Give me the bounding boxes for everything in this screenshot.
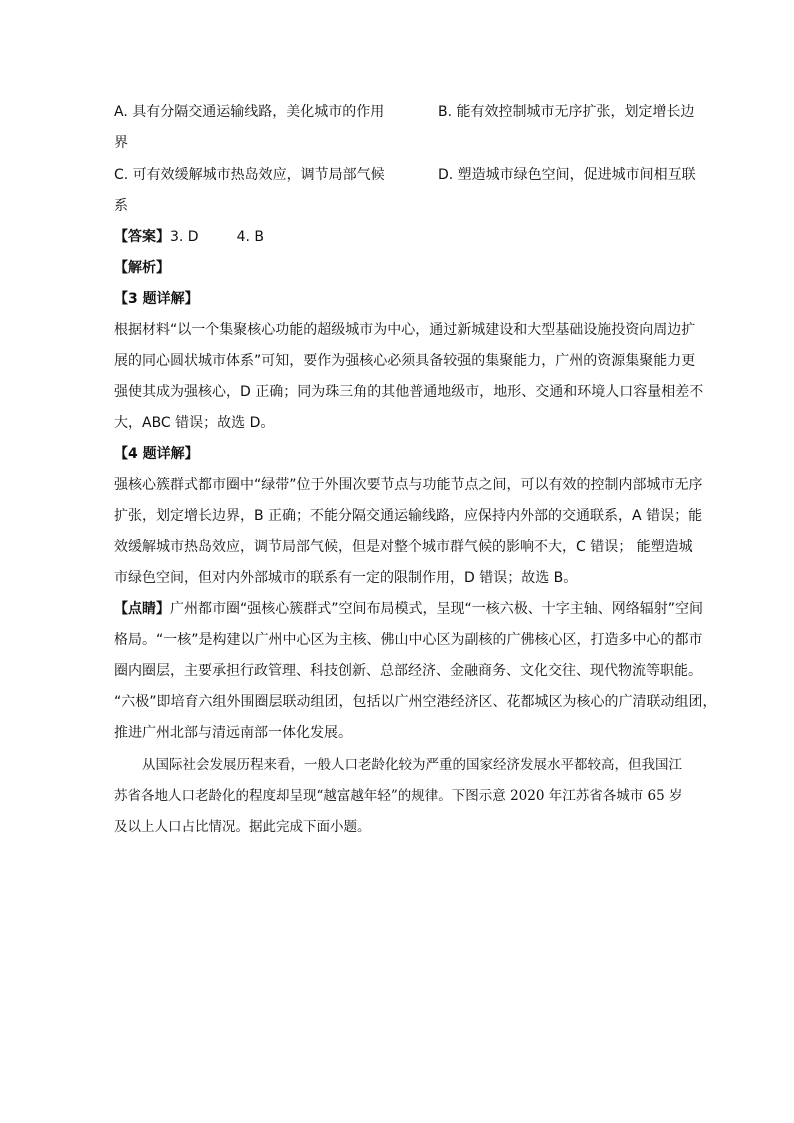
q4-detail-line: 市绿色空间，但对内外部城市的联系有一定的限制作用，D 错误；故选 B。 — [114, 570, 578, 586]
q3-detail-line: 根据材料“以一个集聚核心功能的超级城市为中心，通过新城建设和大型基础设施投资向周边扩 — [114, 322, 696, 338]
option-b-line2: 界 — [114, 135, 128, 151]
answer-label: 【答案】 — [114, 229, 170, 245]
comment-line: 推进广州北部与清远南部一体化发展。 — [114, 725, 352, 741]
option-d-line1: D. 塑造城市绿色空间，促进城市间相互联 — [438, 167, 696, 183]
answer-q3: 3. D — [170, 229, 199, 245]
q4-detail-line: 扩张，划定增长边界，B 正确；不能分隔交通运输线路，应保持内外部的交通联系，A 错误；能 — [114, 508, 703, 524]
q3-detail-line: 强使其成为强核心，D 正确；同为珠三角的其他普通地级市，地形、交通和环境人口容量相差不 — [114, 384, 704, 400]
q3-detail-line: 大，ABC 错误；故选 D。 — [114, 415, 275, 431]
comment-line: 格局。“一核”是构建以广州中心区为主核、佛山中心区为副核的广佛核心区，打造多中心的都市 — [114, 632, 703, 648]
q4-detail-line: 强核心簇群式都市圈中“绿带”位于外围次要节点与功能节点之间，可以有效的控制内部城市无序 — [114, 477, 703, 493]
comment-line: “六极”即培育六组外围圈层联动组团，包括以广州空港经济区、花都城区为核心的广清联动组团， — [114, 694, 717, 710]
q3-detail-line: 展的同心圆状城市体系”可知，要作为强核心必须具备较强的集聚能力，广州的资源集聚能力更 — [114, 353, 696, 369]
option-d-line2: 系 — [114, 198, 128, 214]
comment-label: 【点睛】 — [114, 601, 170, 617]
answer-line — [114, 227, 264, 247]
comment-text: 广州都市圈“强核心簇群式”空间布局模式，呈现“一核六极、十字主轴、网络辐射”空间 — [170, 601, 704, 617]
comment-line: 圈内圈层，主要承担行政管理、科技创新、总部经济、金融商务、文化交往、现代物流等职能。 — [114, 663, 702, 679]
option-a: A. 具有分隔交通运输线路，美化城市的作用 — [114, 104, 385, 120]
comment-line — [114, 599, 703, 619]
option-b-line1: B. 能有效控制城市无序扩张，划定增长边 — [438, 104, 695, 120]
material-line: 苏省各地人口老龄化的程度却呈现“越富越年轻”的规律。下图示意 2020 年江苏省各城市 65 岁 — [114, 788, 683, 804]
answer-q4: 4. B — [236, 229, 265, 245]
q4-detail-line: 效缓解城市热岛效应，调节局部气候，但是对整个城市群气候的影响不大，C 错误； 能塑造城 — [114, 539, 693, 555]
q4-detail-label: 【4 题详解】 — [114, 446, 199, 462]
material-line: 及以上人口占比情况。据此完成下面小题。 — [114, 819, 371, 835]
q3-detail-label: 【3 题详解】 — [114, 291, 199, 307]
material-line: 从国际社会发展历程来看，一般人口老龄化较为严重的国家经济发展水平都较高，但我国江 — [142, 757, 682, 773]
analysis-label: 【解析】 — [114, 260, 170, 276]
option-c: C. 可有效缓解城市热岛效应，调节局部气候 — [114, 167, 385, 183]
